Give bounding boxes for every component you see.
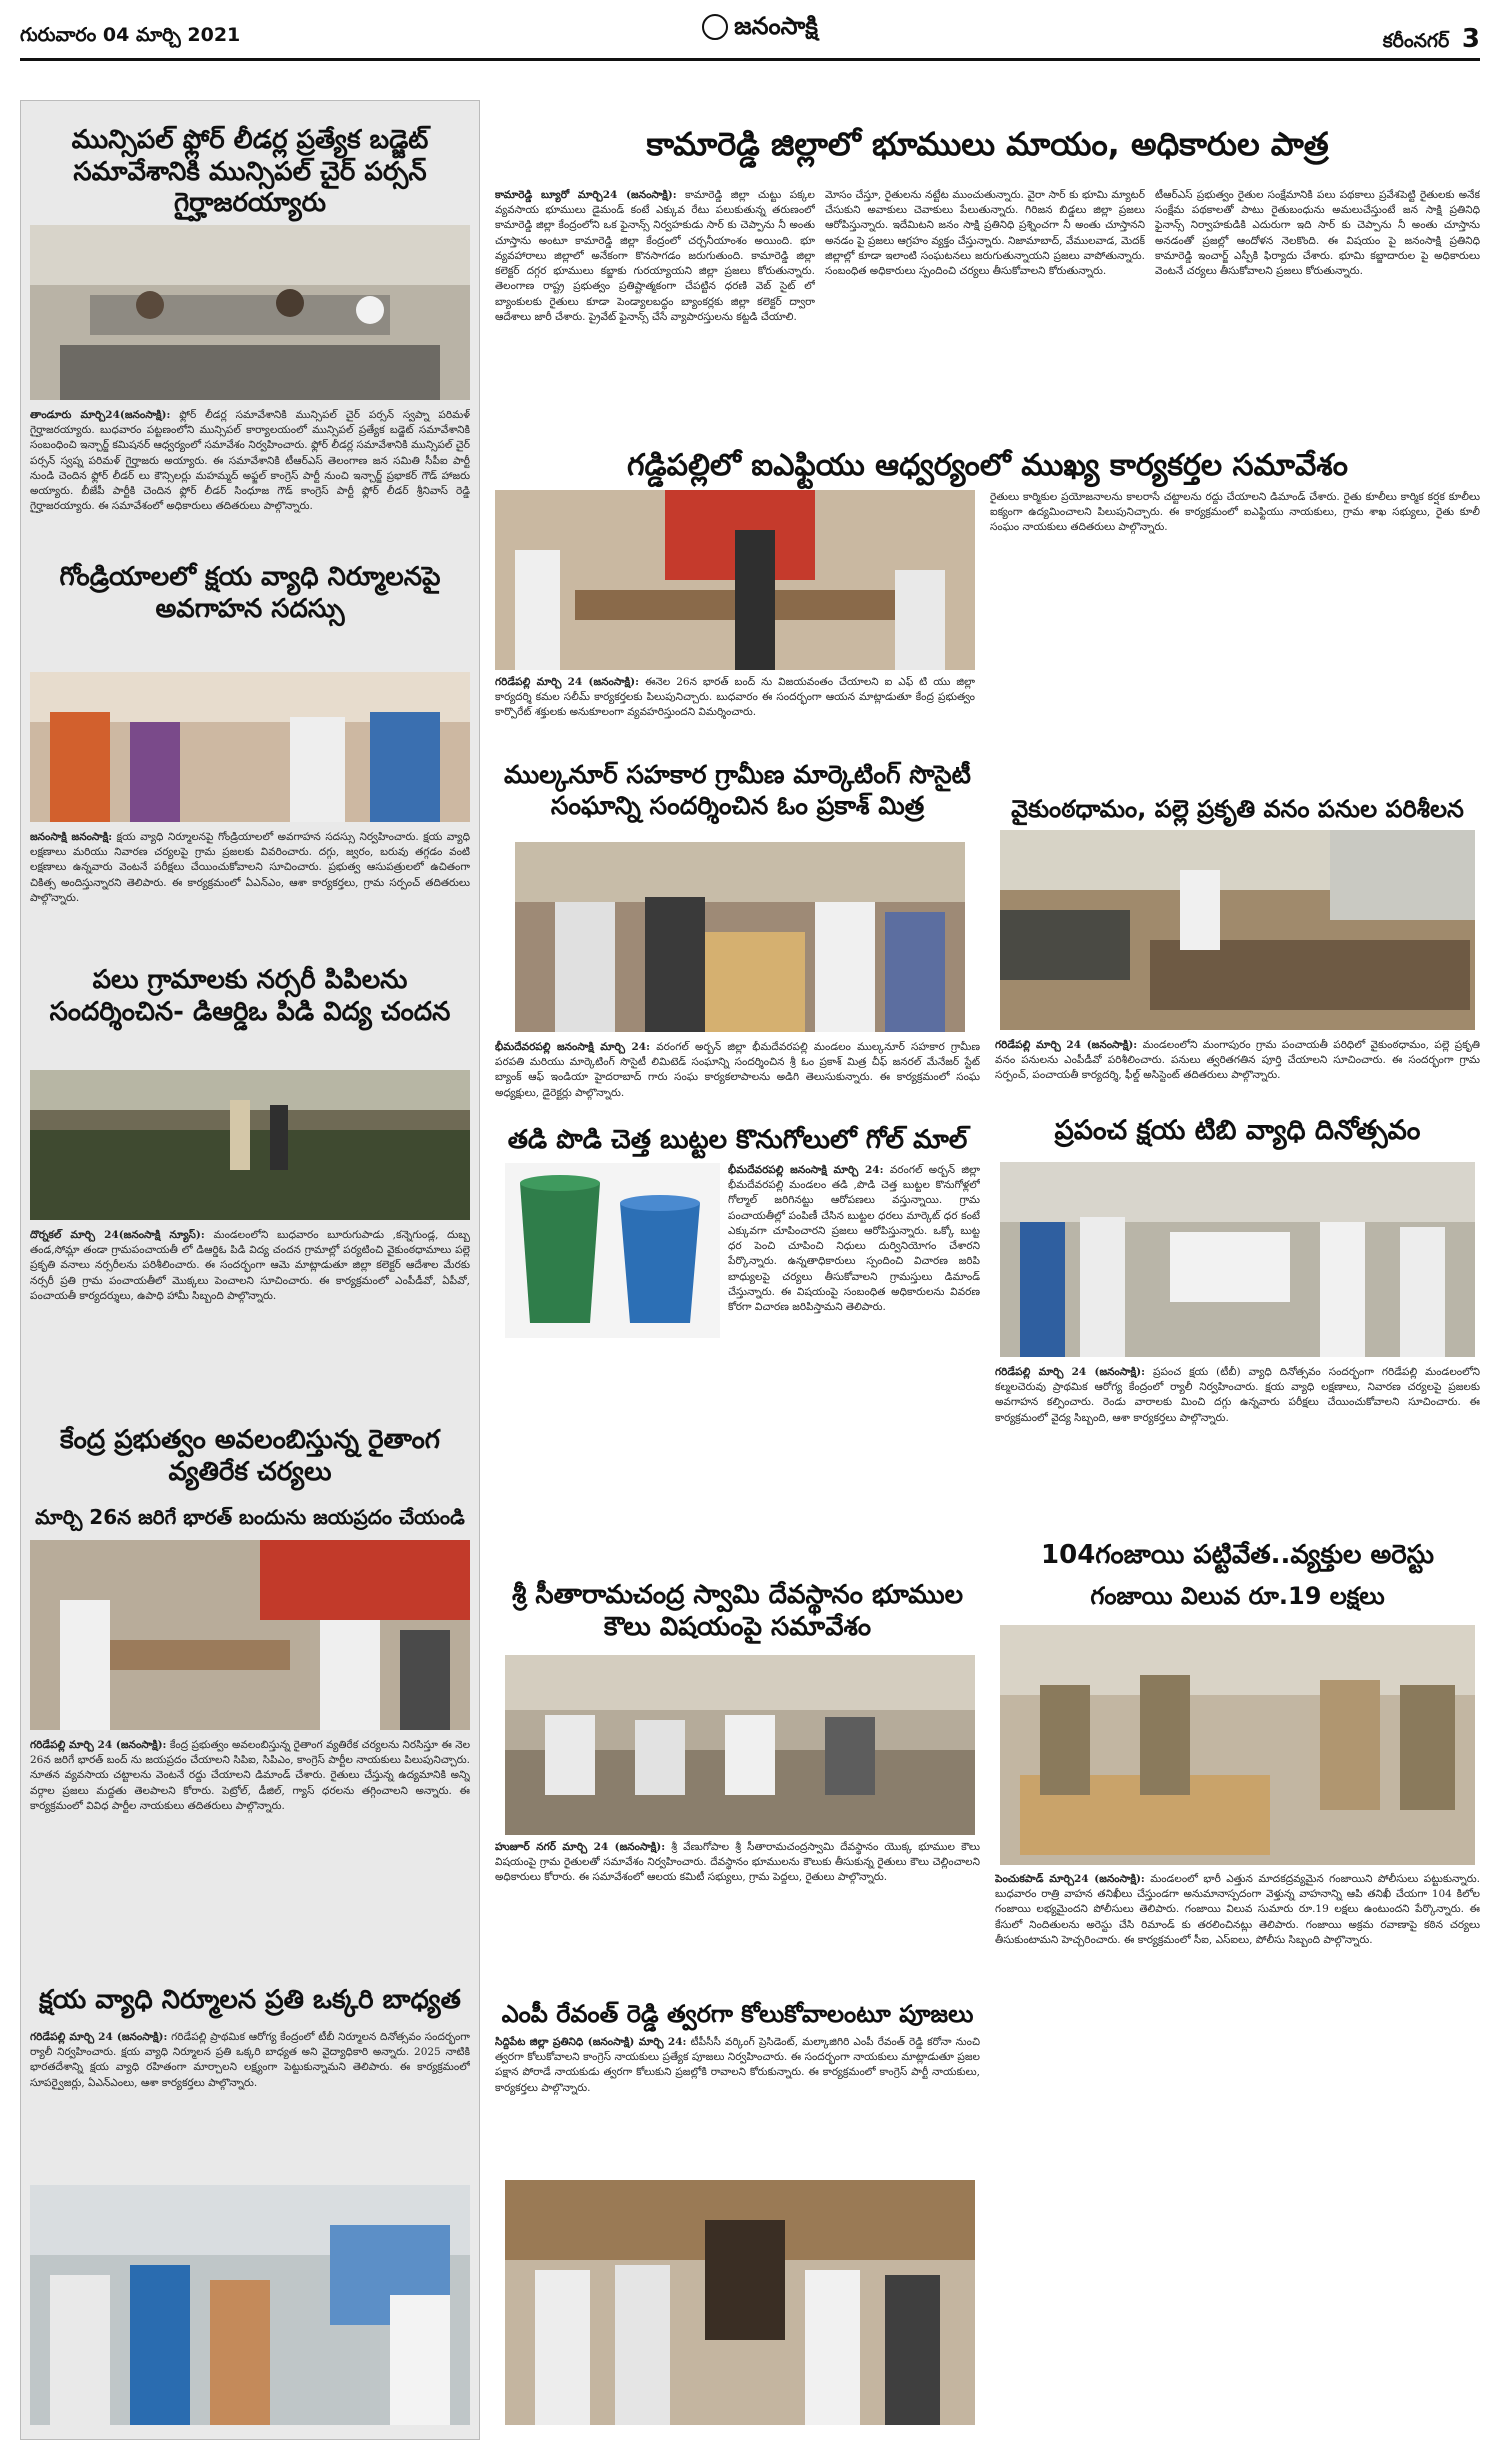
s1-photo (30, 225, 470, 400)
s3-dateline: దొర్నకల్ మార్చి 24(జనంసాక్షి న్యూస్): (30, 1229, 205, 1241)
s3-body-text: మండలంలోని బుధవారం బూరుగుపాడు ,కన్నెగుండ్ల, దుబ్బ తండ,సోమ్లా తండా గ్రామపంచాయతీ లో డిఆర్డిఓ పిడి విద్య చందన గ్రామాల్లో పర్యటించి వైకుంఠధామాలు పల్లె ప్రకృతి వనాలు నర్సరీలను పరిశీలించారు. ఈ సందర్భంగా ఆమె మాట్లాడుతూ జిల్లా కలెక్టర్ ఆదేశాల మేరకు నర్సరీ ప్రతి గ్రామ పంచాయతీలో మొక్కలు పెంచాలని సూచించారు. ఈ కార్యక్రమంలో ఎంపీడీవో, ఏపీవో, పంచాయతీ కార్యదర్శులు, ఉపాధి హామీ సిబ్బంది పాల్గొన్నారు. (30, 1229, 470, 1302)
s2-photo (30, 672, 470, 822)
s8-body (728, 1163, 980, 1338)
s11-body-text: మండలంలోని మంగాపురం గ్రామ పంచాయతీ పరిధిలో వైకుంఠధామం, పల్లె ప్రకృతి వనం పనులను ఎంపీడీవో పరిశీలించారు. పనులు త్వరితగతిన పూర్తి చేయాలని సూచించారు. ఈ సందర్భంగా గ్రామ సర్పంచ్, పంచాయతీ కార్యదర్శి, ఫీల్డ్ అసిస్టెంట్ తదితరులు పాల్గొన్నారు. (995, 1039, 1480, 1082)
s11-body (995, 1038, 1480, 1108)
s12-dateline: గరిడేపల్లి మార్చి 24 (జనంసాక్షి): (995, 1366, 1146, 1378)
s8-headline: తడి పొడి చెత్త బుట్టల కొనుగోలులో గోల్ మాల్ (507, 1125, 968, 1155)
s11-photo (1000, 830, 1475, 1030)
lead-body-col3: టీఆర్ఎస్ ప్రభుత్వం రైతుల సంక్షేమానికి పలు పథకాలు ప్రవేశపెట్టి రైతులకు అనేక సంక్షేమ పథకాలతో పాటు రైతుబంధును అమలుచేస్తుంటే జన సాక్షి ప్రతినిధి ఫైనాన్స్ నిర్వాహకుడికి ఎదురుగా ఇది సార్ కు చెప్పాను నీ అంతు చూస్తాను అనడంతో ప్రజల్లో ఆందోళన నెలకొంది. ఈ విషయం పై జనంసాక్షి ప్రతినిధి కామారెడ్డి ఇంచార్జ్ ఎస్పీకి ఫిర్యాదు చేశారు. భూమి కబ్జాదారుల పై అధికారులు వెంటనే చర్యలు తీసుకోవాలని ప్రజలు కోరుతున్నారు. (1155, 189, 1480, 278)
s7-photo (515, 842, 965, 1032)
s12-photo (1000, 1162, 1475, 1357)
s10-dateline: సిద్దిపేట జిల్లా ప్రతినిధి (జనంసాక్షి) మార్చి 24: (495, 2036, 687, 2048)
s12-headline: ప్రపంచ క్షయ టిబి వ్యాధి దినోత్సవం (1054, 1115, 1421, 1146)
s7-body-text: వరంగల్ అర్బన్ జిల్లా భీమదేవరపల్లి మండలం ముల్కనూర్ సహకార గ్రామీణ పరపతి మరియు మార్కెటింగ్ సొసైటీ లిమిటెడ్ సంఘాన్ని సందర్శించిన శ్రీ ఓం ప్రకాశ్ మిత్ర చీఫ్ జనరల్ మేనేజర్ స్టేట్ బ్యాంక్ ఆఫ్ ఇండియా హైదరాబాద్ గారు సంఘ కార్యకలాపాలను అడిగి తెలుసుకున్నారు. ఈ కార్యక్రమంలో సంఘ అధ్యక్షులు, డైరెక్టర్లు పాల్గొన్నారు. (495, 1041, 980, 1099)
s4-subhead: మార్చి 26న జరిగే భారత్ బందును జయప్రదం చేయండి (35, 1505, 465, 1529)
s1-body-text: ఫ్లోర్ లీడర్ల సమావేశానికి మున్సిపల్ చైర్ పర్సన్ స్వప్నా పరిమళ్ గైర్హాజరయ్యారు. బుధవారం పట్టణంలోని మున్సిపల్ కార్యాలయంలో మున్సిపల్ ప్రత్యేక బడ్జెట్ సమావేశానికి సంబంధించి ఇన్చార్జ్ కమిషనర్ ఆధ్వర్యంలో సమావేశం నిర్వహించారు. ఫ్లోర్ లీడర్ల సమావేశానికి మున్సిపల్ చైర్ పర్సన్ స్వప్న పరిమళ్ గైర్హాజరు అయ్యారు. ఈ సమావేశానికి టీఆర్ఎస్ తెలంగాణ జన సమితి సీపీఐ పార్టీ నుండి చెందిన ఫ్లోర్ లీడర్ లు కౌన్సిలర్లు మహమ్మద్ అఫ్జల్ కాంగ్రెస్ పార్టీ నుంచి ఇన్చార్జ్ ప్రభాకర్ గౌడ్ హాజరు అయ్యారు. బీజేపీ పార్టీకి చెందిన ఫ్లోర్ లీడర్ సింధూజ గౌడ్ కాంగ్రెస్ పార్టీ ఫ్లోర్ లీడర్ శ్రీనివాస్ రెడ్డి గైర్హాజరయ్యారు. ఈ సమావేశంలో అధికారులు తదితరులు పాల్గొన్నారు. (30, 409, 470, 513)
s10-body-text: టీపీసీసీ వర్కింగ్ ప్రెసిడెంట్, మల్కాజిగిరి ఎంపీ రేవంత్ రెడ్డి కరోనా నుంచి త్వరగా కోలుకోవాలని కాంగ్రెస్ నాయకులు ప్రత్యేక పూజలు నిర్వహించారు. ఈ సందర్భంగా నాయకులు మాట్లాడుతూ ప్రజల పక్షాన పోరాడే నాయకుడు త్వరగా కోలుకుని ప్రజల్లోకి రావాలని కోరుకున్నారు. ఈ కార్యక్రమంలో కాంగ్రెస్ పార్టీ నాయకులు, కార్యకర్తలు పాల్గొన్నారు. (495, 2036, 980, 2094)
s1-dateline: తాండూరు మార్చి24(జనంసాక్షి): (30, 409, 171, 421)
s4-headline: కేంద్ర ప్రభుత్వం అవలంబిస్తున్న రైతాంగ వ్యతిరేక చర్యలు (60, 1425, 440, 1487)
s3-photo (30, 1070, 470, 1220)
s10-body (495, 2035, 980, 2175)
s13-dateline: పెంచుకపాడ్ మార్చి24 (జనంసాక్షి): (995, 1873, 1145, 1885)
s4-body-text: కేంద్ర ప్రభుత్వం అవలంబిస్తున్న రైతాంగ వ్యతిరేక చర్యలను నిరసిస్తూ ఈ నెల 26న జరిగే భారత్ బంద్ ను జయప్రదం చేయాలని సిపిఐ, సిపిఎం, కాంగ్రెస్ పార్టీల నాయకులు పిలుపునిచ్చారు. నూతన వ్యవసాయ చట్టాలను వెంటనే రద్దు చేయాలని డిమాండ్ చేశారు. రైతులు చేస్తున్న ఉద్యమానికి అన్ని వర్గాల ప్రజలు మద్దతు తెలపాలని కోరారు. పెట్రోల్, డీజిల్, గ్యాస్ ధరలను తగ్గించాలని అన్నారు. ఈ కార్యక్రమంలో వివిధ పార్టీల నాయకులు తదితరులు పాల్గొన్నారు. (30, 1739, 470, 1812)
s7-headline: ముల్కనూర్ సహకార గ్రామీణ మార్కెటింగ్ సొసైటీ సంఘాన్ని సందర్శించిన ఓం ప్రకాశ్ మిత్ర (504, 760, 971, 820)
s9-photo (505, 1655, 975, 1835)
s9-body-text: శ్రీ వేణుగోపాల శ్రీ సీతారామచంద్రస్వామి దేవస్థానం యొక్క భూముల కౌలు విషయంపై గ్రామ రైతులతో సమావేశం నిర్వహించారు. దేవస్థానం భూములను కౌలుకు తీసుకున్న రైతులు కౌలు చెల్లించాలని అధికారులు కోరారు. ఈ సమావేశంలో ఆలయ కమిటీ సభ్యులు, గ్రామ పెద్దలు, రైతులు పాల్గొన్నారు. (495, 1841, 980, 1884)
s12-body-text: ప్రపంచ క్షయ (టీబీ) వ్యాధి దినోత్సవం సందర్భంగా గరిడేపల్లి మండలంలోని కల్మలచెరువు ప్రాథమిక ఆరోగ్య కేంద్రంలో ర్యాలీ నిర్వహించారు. క్షయ వ్యాధి లక్షణాలు, నివారణ చర్యలపై ప్రజలకు అవగాహన కల్పించారు. రెండు వారాలకు మించి దగ్గు ఉన్నవారు పరీక్షలు చేయించుకోవాలని సూచించారు. ఈ కార్యక్రమంలో వైద్య సిబ్బంది, ఆశా కార్యకర్తలు పాల్గొన్నారు. (995, 1366, 1480, 1424)
lead-body-text-1: కామారెడ్డి జిల్లా చుట్టు పక్కల వ్యవసాయ భూములు డైమండ్ కంటే ఎక్కువ రేటు పలుకుతున్న తరుణంలో కామారెడ్డి జిల్లా కేంద్రంలోని ఒక ఫైనాన్స్ నిర్వహకుడు సార్ కు చెప్పాను నీ అంతు చూస్తాను అంటూ కామారెడ్డి జిల్లా కేంద్రంలో చర్చనీయాంశం అయింది. భూ వ్యవహారాలు జిల్లాలో అనేకంగా కొనసాగడం జరుగుతుంది. కామారెడ్డి జిల్లా కలెక్టర్ దగ్గర భూములు కబ్జాకు గురయ్యాయని జిల్లా ప్రజలు కోరుతున్నారు. తెలంగాణ రాష్ట్ర ప్రభుత్వం ప్రతిష్టాత్మకంగా చేపట్టిన ధరణి వెబ్ సైట్ లో బ్యాంకులకు రైతులు కూడా పెండ్యాలబద్ధం బ్యాంకర్లకు జిల్లా కలెక్టర్ ద్వారా ఆదేశాలు జారీ చేశారు. ప్రైవేట్ ఫైనాన్స్ చేసే వ్యాపారస్తులను కట్టడి చేయాలి. (495, 189, 815, 323)
header-rule (20, 58, 1480, 61)
lead-dateline: కామారెడ్డి బ్యూరో మార్చి24 (జనంసాక్షి): (495, 189, 677, 201)
s2-body (30, 830, 470, 958)
s5-body (30, 2030, 470, 2175)
s5-body-text: గరిడేపల్లి ప్రాథమిక ఆరోగ్య కేంద్రంలో టీబీ నిర్మూలన దినోత్సవం సందర్భంగా ర్యాలీ నిర్వహించారు. క్షయ వ్యాధి నిర్మూలన ప్రతి ఒక్కరి బాధ్యత అని వైద్యాధికారి అన్నారు. 2025 నాటికి భారతదేశాన్ని క్షయ వ్యాధి రహితంగా మార్చాలని లక్ష్యంగా పెట్టుకున్నామని తెలిపారు. ఈ కార్యక్రమంలో సూపర్వైజర్లు, ఏఎన్ఎంలు, ఆశా కార్యకర్తలు పాల్గొన్నారు. (30, 2031, 470, 2089)
s4-body (30, 1738, 470, 1978)
s4-photo (30, 1540, 470, 1730)
s4-dateline: గరిడేపల్లి మార్చి 24 (జనంసాక్షి): (30, 1739, 167, 1751)
s9-headline: శ్రీ సీతారామచంద్ర స్వామి దేవస్థానం భూముల కౌలు విషయంపై సమావేశం (511, 1580, 964, 1642)
s8-photo (505, 1163, 720, 1338)
s13-headline: 104గంజాయి పట్టివేత..వ్యక్తుల అరెస్టు (1041, 1540, 1434, 1570)
s2-body-text: క్షయ వ్యాధి నిర్మూలనపై గోండ్రియాలలో అవగాహన సదస్సు నిర్వహించారు. క్షయ వ్యాధి లక్షణాలు మరియు నివారణ చర్యలపై గ్రామ ప్రజలకు వివరించారు. దగ్గు, జ్వరం, బరువు తగ్గడం వంటి లక్షణాలు ఉన్నవారు వెంటనే పరీక్షలు చేయించుకోవాలని సూచించారు. ప్రభుత్వ ఆసుపత్రులలో ఉచితంగా చికిత్స అందిస్తున్నారని తెలిపారు. ఈ కార్యక్రమంలో ఏఎన్ఎం, ఆశా కార్యకర్తలు, గ్రామ సర్పంచ్ తదితరులు పాల్గొన్నారు. (30, 831, 470, 904)
s8-body-text: వరంగల్ అర్బన్ జిల్లా భీమదేవరపల్లి మండలం తడి ,పొడి చెత్త బుట్టల కొనుగోళ్లలో గోల్మాల్ జరిగినట్టు ఆరోపణలు వస్తున్నాయి. గ్రామ పంచాయతీల్లో పంపిణీ చేసిన బుట్టల ధరలు మార్కెట్ ధర కంటే ఎక్కువగా చూపించారని ప్రజలు ఆరోపిస్తున్నారు. ఒక్కో బుట్ట ధర పెంచి చూపించి నిధులు దుర్వినియోగం చేశారని పేర్కొన్నారు. ఉన్నతాధికారులు స్పందించి విచారణ జరిపి బాధ్యులపై చర్యలు తీసుకోవాలని గ్రామస్తులు డిమాండ్ చేస్తున్నారు. ఈ విషయంపై సంబంధిత అధికారులను వివరణ కోరగా విచారణ జరిపిస్తామని తెలిపారు. (728, 1164, 980, 1313)
s13-body (995, 1872, 1480, 2427)
edition-location: కరీంనగర్ (1382, 30, 1450, 52)
page-locator (1383, 24, 1480, 57)
s13-photo (1000, 1625, 1475, 1865)
lead-headline: కామారెడ్డి జిల్లాలో భూములు మాయం, అధికారుల పాత్ర (646, 125, 1329, 163)
lead-body-col1 (495, 188, 815, 438)
masthead-title: జనంసాక్షి (734, 12, 818, 40)
s7-body (495, 1040, 980, 1120)
s1-headline: మున్సిపల్ ఫ్లోర్ లీడర్ల ప్రత్యేక బడ్జెట్ సమావేశానికి మున్సిపల్ చైర్ పర్సన్ గైర్హాజరయ్యారు (71, 125, 429, 219)
s9-body (495, 1840, 980, 1995)
s3-headline: పలు గ్రామాలకు నర్సరీ పిపిలను సందర్శించిన- డిఆర్డిఒ పిడి విద్య చందన (49, 965, 451, 1027)
masthead (680, 12, 840, 46)
s11-headline: వైకుంఠధామం, పల్లె ప్రకృతి వనం పనుల పరిశీలన (1011, 795, 1464, 823)
s13-subhead: గంజాయి విలువ రూ.19 లక్షలు (1090, 1582, 1385, 1610)
s5-photo (30, 2185, 470, 2425)
s6-body-text: ఈనెల 26న భారత్ బంద్ ను విజయవంతం చేయాలని ఐ ఎఫ్ టి యు జిల్లా కార్యదర్శి కమల సలీమ్ కార్యకర్తలకు పిలుపునిచ్చారు. బుధవారం ఈ సందర్భంగా ఆయన మాట్లాడుతూ కేంద్ర ప్రభుత్వం కార్పొరేట్ శక్తులకు అనుకూలంగా వ్యవహరిస్తుందని విమర్శించారు. (495, 676, 975, 719)
s11-dateline: గరిడేపల్లి మార్చి 24 (జనంసాక్షి): (995, 1039, 1138, 1051)
s6-body-2: రైతులు కార్మికుల ప్రయోజనాలను కాలరాసే చట్టాలను రద్దు చేయాలని డిమాండ్ చేశారు. రైతు కూలీలు కార్మిక కర్షక కూలీలు ఐక్యంగా ఉద్యమించాలని పిలుపునిచ్చారు. ఈ కార్యక్రమంలో ఐఎఫ్టియు నాయకులు, గ్రామ శాఖ సభ్యులు, రైతు కూలీ సంఘం నాయకులు తదితరులు పాల్గొన్నారు. (990, 491, 1480, 534)
s5-headline: క్షయ వ్యాధి నిర్మూలన ప్రతి ఒక్కరి బాధ్యత (39, 1985, 461, 2015)
s8-dateline: భీమదేవరపల్లి జనంసాక్షి మార్చి 24: (728, 1164, 884, 1176)
s6-headline: గడ్డిపల్లిలో ఐఎఫ్టియు ఆధ్వర్యంలో ముఖ్య కార్యకర్తల సమావేశం (626, 448, 1349, 483)
s1-body (30, 408, 470, 556)
page-number: 3 (1461, 24, 1480, 54)
s2-dateline: జనంసాక్షి జనంసాక్షి: (30, 831, 113, 843)
s9-dateline: హుజూర్ నగర్ మార్చి 24 (జనంసాక్షి): (495, 1841, 666, 1853)
s10-photo (505, 2180, 975, 2425)
s7-dateline: భీమదేవరపల్లి జనంసాక్షి మార్చి 24: (495, 1041, 650, 1053)
s6-dateline: గరిడేపల్లి మార్చి 24 (జనంసాక్షి): (495, 676, 640, 688)
lead-body-col2: మోసం చేస్తూ, రైతులను నట్టేట ముంచుతున్నారు. వైరా సార్ కు భూమి మ్యాటర్ చేసుకుని అవాకులు చెవాకులు పేలుతున్నారు. గిరిజన బిడ్డలు జిల్లా ప్రజలు ఆరోపిస్తున్నారు. ఇదేమిటని జనం సాక్షి ప్రతినిధి ప్రశ్నించగా నీ అంతు చూస్తానని అనడం పై ప్రజలు ఆగ్రహం వ్యక్తం చేస్తున్నారు. నిజామాబాద్, వేములవాడ, మెదక్ జిల్లాల్లో కూడా ఇలాంటి సంఘటనలు జరుగుతున్నాయని ప్రజలు వాపోతున్నారు. సంబంధిత అధికారులు స్పందించి చర్యలు తీసుకోవాలని కోరుతున్నారు. (825, 189, 1145, 278)
s6-photo (495, 490, 975, 670)
s6-body (495, 675, 975, 755)
s2-headline: గోండ్రియాలలో క్షయ వ్యాధి నిర్మూలనపై అవగాహన సదస్సు (59, 562, 441, 624)
issue-date: గురువారం 04 మార్చి 2021 (20, 24, 241, 46)
s5-dateline: గరిడేపల్లి మార్చి 24 (జనంసాక్షి): (30, 2031, 168, 2043)
s10-headline: ఎంపీ రేవంత్ రెడ్డి త్వరగా కోలుకోవాలంటూ పూజలు (501, 2000, 974, 2028)
s13-body-text: మండలంలో భారీ ఎత్తున మాదకద్రవ్యమైన గంజాయిని పోలీసులు పట్టుకున్నారు. బుధవారం రాత్రి వాహన తనిఖీలు చేస్తుండగా అనుమానాస్పదంగా వెళ్తున్న వాహనాన్ని ఆపి తనిఖీ చేయగా 104 కిలోల గంజాయి లభ్యమైందని పోలీసులు తెలిపారు. గంజాయి విలువ సుమారు రూ.19 లక్షలు ఉంటుందని పేర్కొన్నారు. ఈ కేసులో నిందితులను అరెస్టు చేసి రిమాండ్ కు తరలించినట్లు తెలిపారు. గంజాయి అక్రమ రవాణాపై కఠిన చర్యలు తీసుకుంటామని హెచ్చరించారు. ఈ కార్యక్రమంలో సీఐ, ఎస్ఐలు, పోలీసు సిబ్బంది పాల్గొన్నారు. (995, 1873, 1480, 1946)
s3-body (30, 1228, 470, 1418)
masthead-logo-icon (702, 14, 728, 40)
s12-body (995, 1365, 1480, 1535)
